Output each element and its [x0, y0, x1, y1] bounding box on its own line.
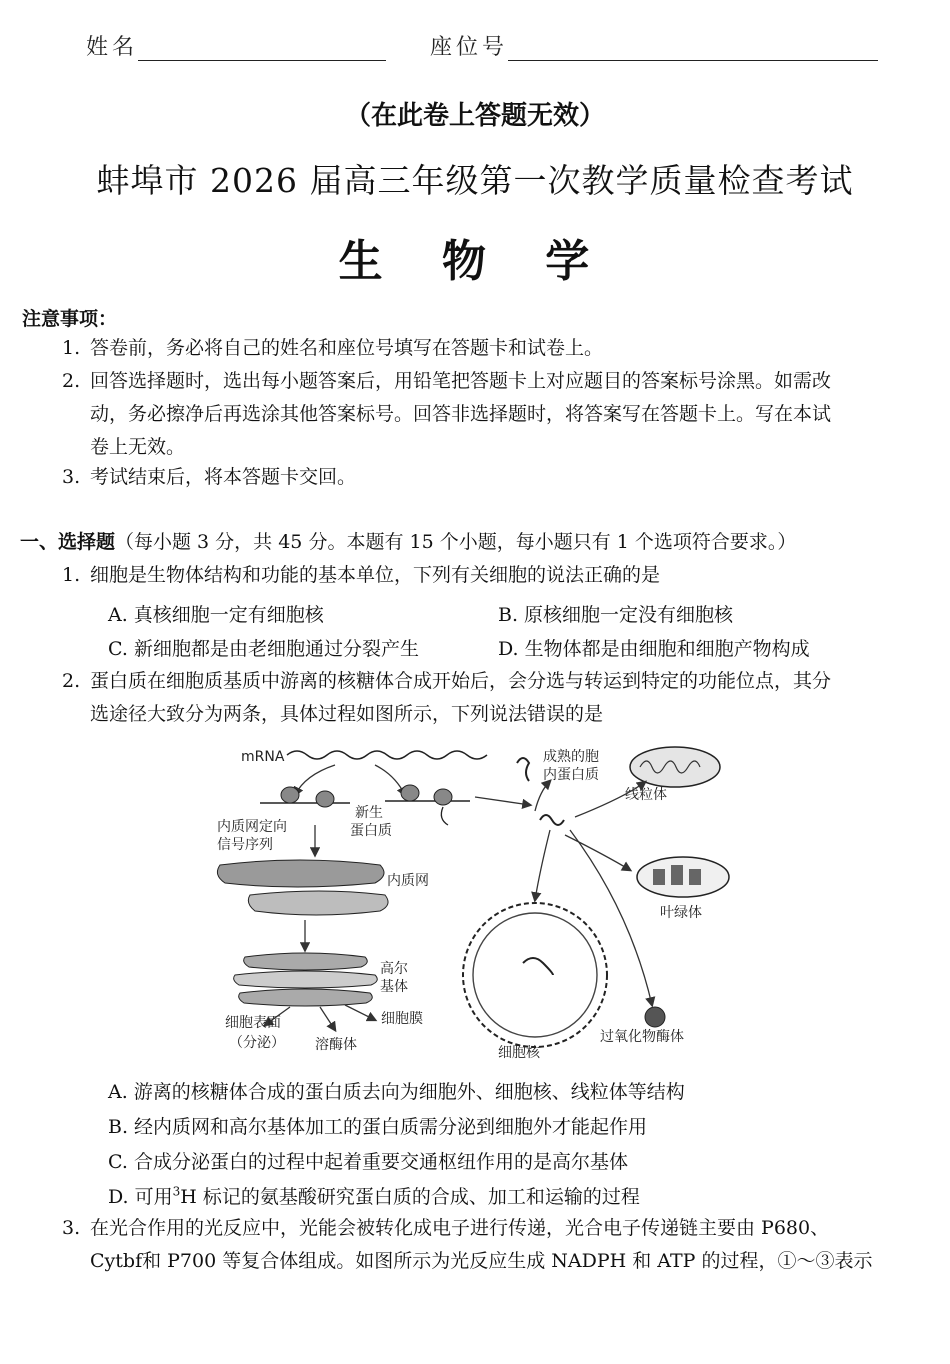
name-field[interactable]	[138, 38, 386, 61]
q1-option-c[interactable]: C. 新细胞都是由老细胞通过分裂产生	[108, 638, 419, 660]
ribosome-icon	[316, 791, 334, 807]
label-lysosome: 溶酶体	[315, 1037, 357, 1053]
label-mrna: mRNA	[241, 749, 285, 765]
label-er: 内质网	[387, 873, 429, 889]
q1-option-d[interactable]: D. 生物体都是由细胞和细胞产物构成	[498, 638, 810, 660]
arrow-mrna-right	[375, 765, 405, 795]
student-info-line	[86, 30, 878, 61]
label-mature-1: 成熟的胞	[543, 749, 599, 765]
ribosome-icon	[401, 785, 419, 801]
q2-option-a[interactable]: A. 游离的核糖体合成的蛋白质去向为细胞外、细胞核、线粒体等结构	[108, 1081, 685, 1103]
protein-sorting-diagram	[205, 735, 765, 1065]
question-3-stem: 3. 在光合作用的光反应中，光能会被转化成电子进行传递，光合电子传递链主要由 P680、 Cytbf和 P700 等复合体组成。如图所示为光反应生成 NADPH 和 ATP 的过程，①～③表示	[62, 1217, 873, 1272]
ribosome-icon	[281, 787, 299, 803]
section-heading: 一、选择题（每小题 3 分，共 45 分。本题有 15 个小题，每小题只有 1 个选项符合要求。）	[20, 531, 797, 553]
q2-option-b[interactable]: B. 经内质网和高尔基体加工的蛋白质需分泌到细胞外才能起作用	[108, 1116, 648, 1138]
instruction-2: 2. 回答选择题时，选出每小题答案后，用铅笔把答题卡上对应题目的答案标号涂黑。如需改 动，务必擦净后再选涂其他答案标号。回答非选择题时，将答案写在答题卡上。写在本试 卷上无效。	[62, 370, 832, 458]
q2-option-c[interactable]: C. 合成分泌蛋白的过程中起着重要交通枢纽作用的是高尔基体	[108, 1151, 628, 1173]
exam-title: 蚌埠市 2026 届高三年级第一次教学质量检查考试	[96, 161, 854, 200]
name-label: 姓名	[86, 35, 139, 60]
label-mito: 线粒体	[625, 787, 667, 803]
seat-field[interactable]	[508, 38, 878, 61]
label-perox: 过氧化物酶体	[600, 1029, 684, 1045]
label-mature-2: 内蛋白质	[543, 767, 599, 783]
subject-title: 生 物 学	[338, 236, 612, 287]
label-golgi-1: 高尔	[380, 961, 408, 977]
label-cell-surface-2: （分泌）	[229, 1035, 285, 1051]
er-cisterna	[217, 860, 384, 887]
instruction-1: 1. 答卷前，务必将自己的姓名和座位号填写在答题卡和试卷上。	[62, 337, 604, 359]
q1-option-b[interactable]: B. 原核细胞一定没有细胞核	[498, 604, 734, 626]
arrow-mrna-left	[295, 765, 335, 795]
seat-label: 座位号	[430, 35, 509, 60]
er-cisterna	[248, 891, 388, 915]
mitochondrion-icon	[630, 747, 720, 787]
question-2-stem: 2. 蛋白质在细胞质基质中游离的核糖体合成开始后，会分选与转运到特定的功能位点，其分 选途径大致分为两条，具体过程如图所示，下列说法错误的是	[62, 670, 832, 725]
question-1-stem: 1. 细胞是生物体结构和功能的基本单位，下列有关细胞的说法正确的是	[62, 564, 661, 586]
label-er-signal-2: 信号序列	[217, 837, 273, 853]
protein-knot-icon	[540, 815, 564, 825]
label-er-signal-1: 内质网定向	[217, 819, 287, 835]
label-nucleus: 细胞核	[498, 1045, 540, 1061]
golgi-cisterna	[234, 971, 378, 988]
label-chloro: 叶绿体	[660, 905, 702, 921]
label-cell-membrane: 细胞膜	[381, 1011, 423, 1027]
label-nascent-2: 蛋白质	[350, 823, 392, 839]
q2-option-d[interactable]: D. 可用$^3$H 标记的氨基酸研究蛋白质的合成、加工和运输的过程	[108, 1184, 640, 1208]
q1-option-a[interactable]: A. 真核细胞一定有细胞核	[108, 604, 324, 626]
peroxisome-icon	[645, 1007, 665, 1027]
nucleus-envelope	[463, 903, 607, 1047]
mrna-strand	[287, 751, 487, 759]
instruction-3: 3. 考试结束后，将本答题卡交回。	[62, 466, 357, 488]
notice-text: （在此卷上答题无效）	[344, 101, 605, 131]
label-nascent-1: 新生	[355, 805, 383, 821]
label-golgi-2: 基体	[380, 979, 408, 995]
golgi-cisterna	[244, 953, 368, 970]
label-cell-surface-1: 细胞表面	[225, 1015, 281, 1031]
instructions-heading: 注意事项：	[22, 308, 118, 330]
ribosome-icon	[434, 789, 452, 805]
golgi-cisterna	[239, 989, 373, 1006]
mature-protein-icon	[517, 758, 529, 781]
